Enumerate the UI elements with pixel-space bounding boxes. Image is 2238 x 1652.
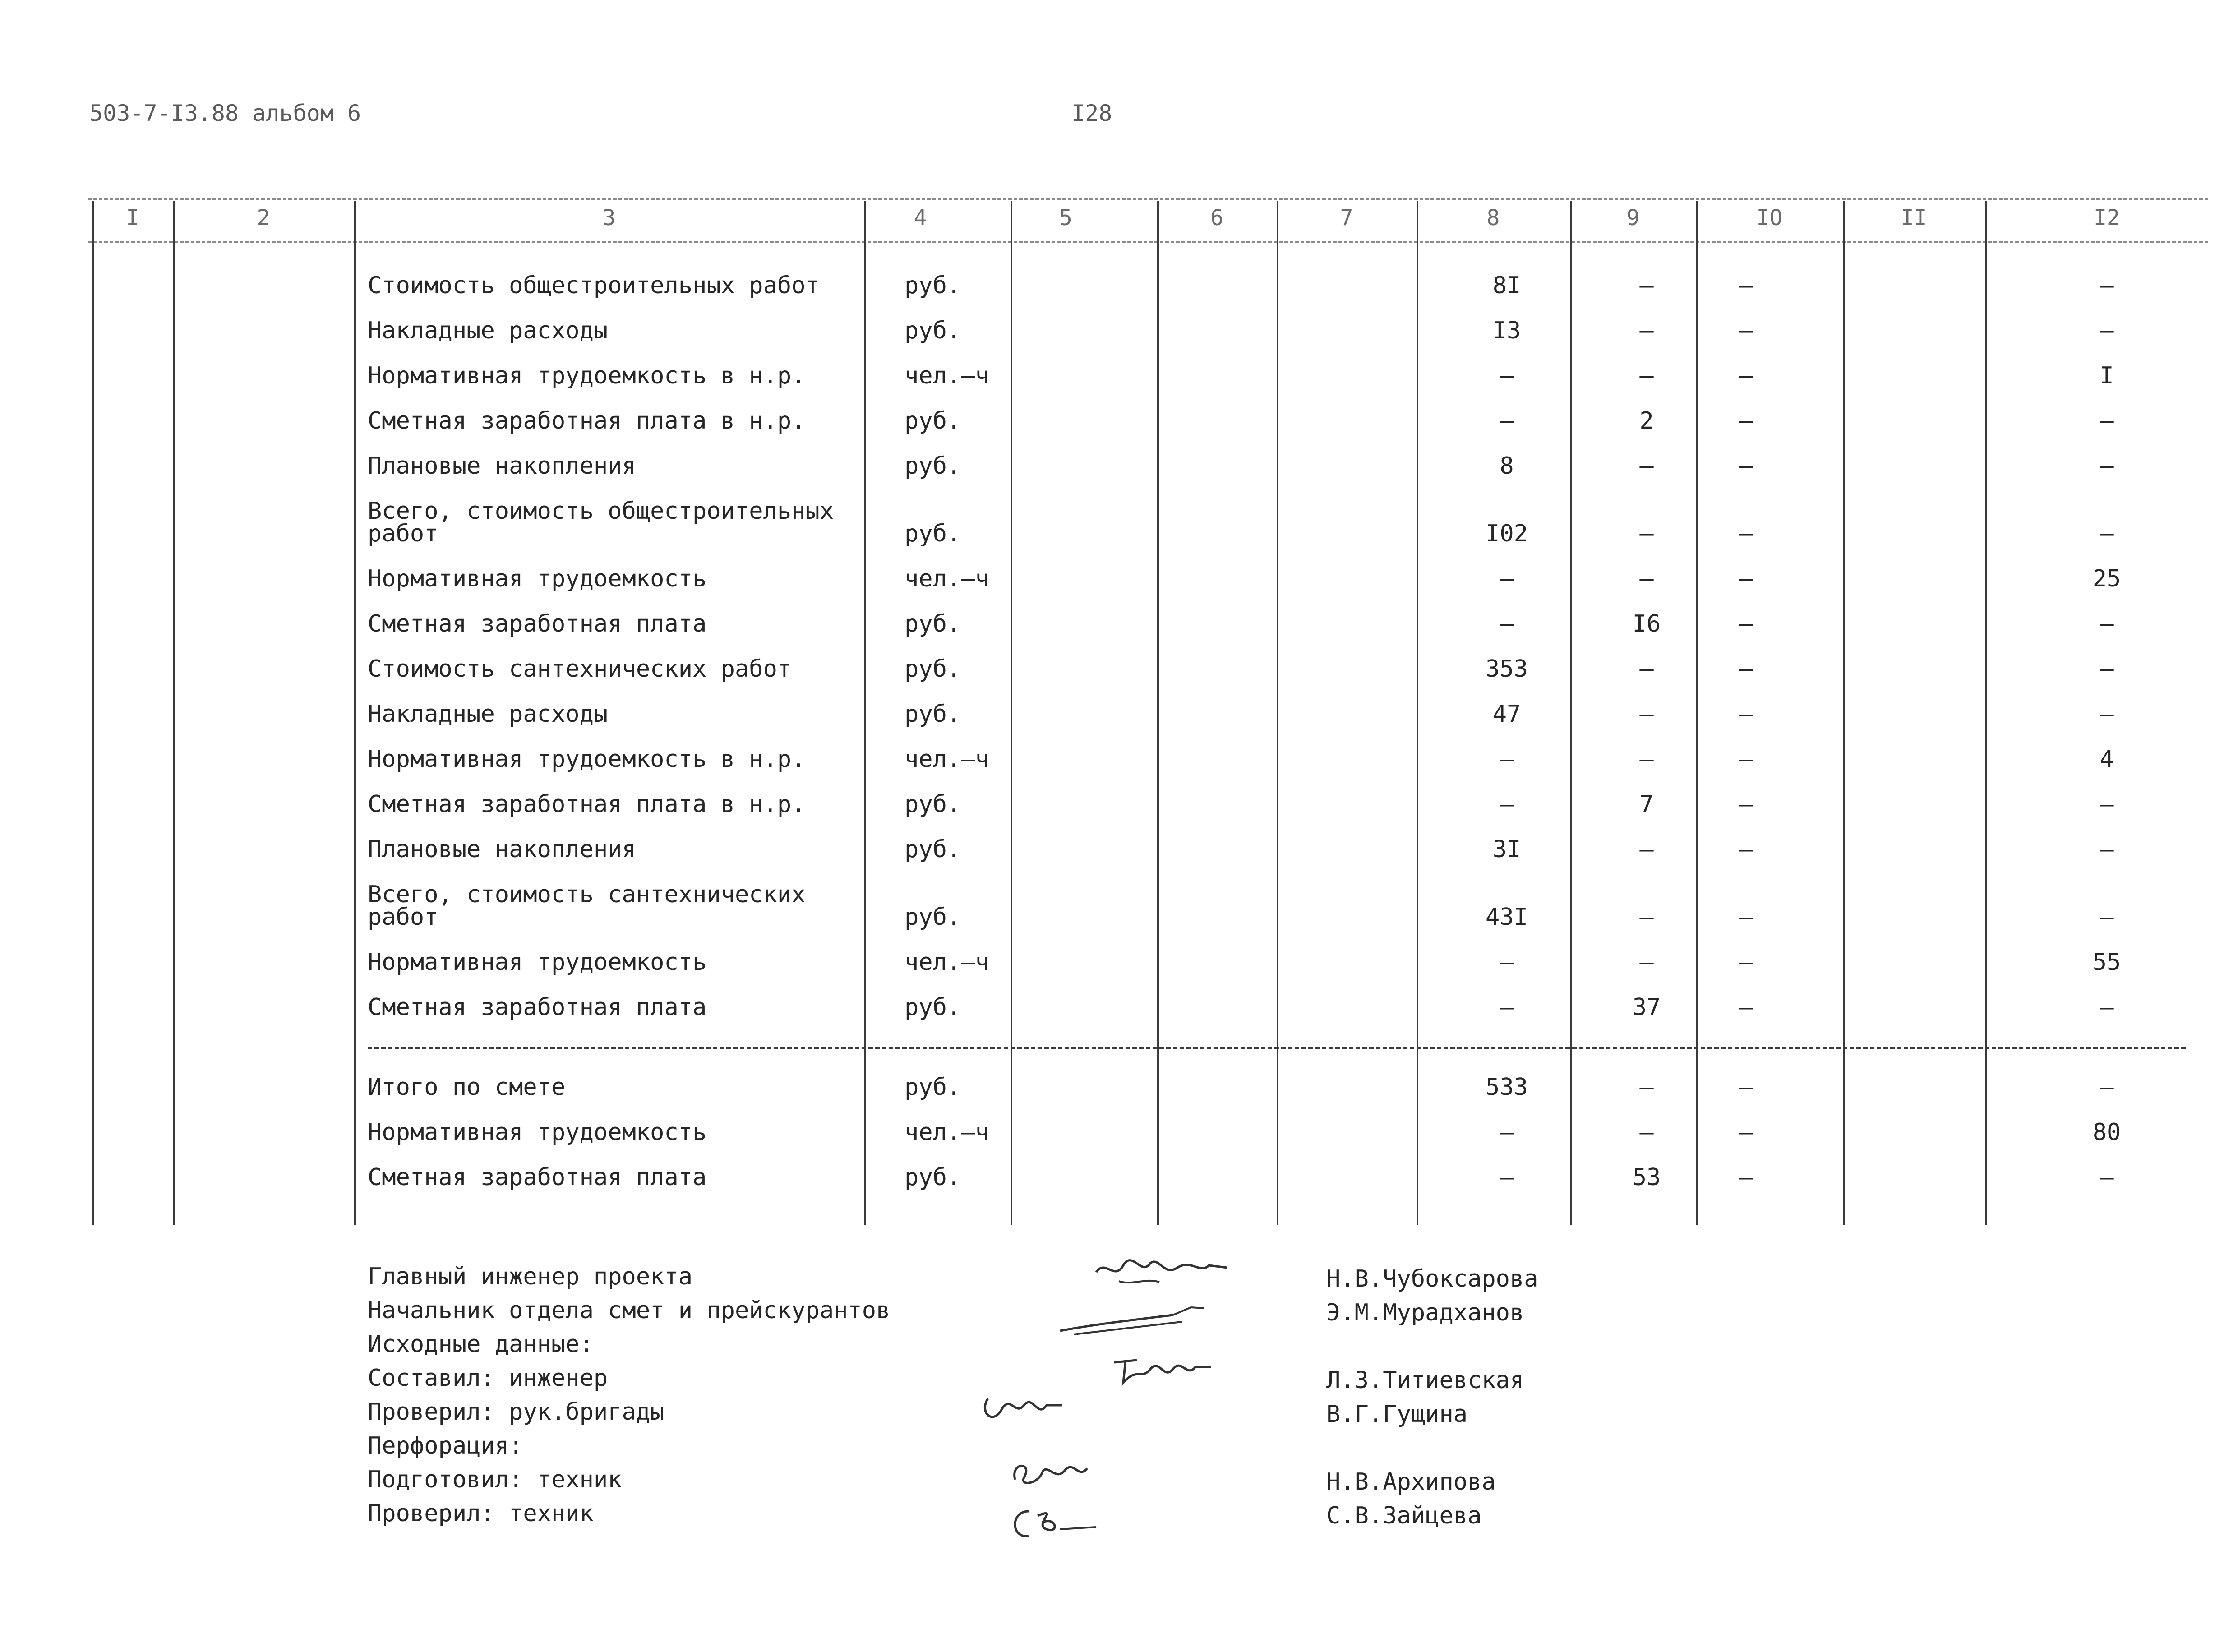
value-col10: – xyxy=(1739,701,1753,728)
row-unit: руб. xyxy=(904,655,961,683)
value-col8: 8 xyxy=(1500,452,1514,480)
value-col9: – xyxy=(1639,272,1654,299)
value-col9: – xyxy=(1639,452,1654,480)
value-col12: – xyxy=(2100,1164,2114,1191)
value-col8: 353 xyxy=(1486,655,1528,683)
value-col9: 37 xyxy=(1632,994,1661,1021)
row-unit: руб. xyxy=(904,610,961,637)
value-col10: – xyxy=(1739,746,1753,773)
role-source-data: Исходные данные: xyxy=(368,1331,594,1358)
column-line xyxy=(173,201,175,1225)
value-col10: – xyxy=(1739,949,1753,976)
value-col9: – xyxy=(1639,565,1654,592)
value-col9: 7 xyxy=(1639,791,1654,818)
row-unit: руб. xyxy=(904,994,961,1021)
value-col12: 55 xyxy=(2092,949,2121,976)
row-label: Накладные расходы xyxy=(368,701,608,728)
value-col9: 2 xyxy=(1639,407,1654,434)
value-col12: – xyxy=(2100,655,2114,683)
row-unit: чел.–ч xyxy=(904,746,989,773)
column-number: 6 xyxy=(1210,205,1223,231)
row-label: Плановые накопления xyxy=(368,836,636,863)
column-number: 4 xyxy=(914,205,927,231)
row-unit: чел.–ч xyxy=(904,565,989,592)
handwritten-signature xyxy=(1006,1453,1096,1493)
row-unit: чел.–ч xyxy=(904,949,989,976)
row-unit: чел.–ч xyxy=(904,1119,989,1146)
name-preparer: Н.В.Архипова xyxy=(1326,1468,1496,1495)
value-col10: – xyxy=(1739,1074,1753,1101)
row-unit: руб. xyxy=(904,791,961,818)
value-col8: – xyxy=(1500,362,1514,389)
value-col8: – xyxy=(1500,949,1514,976)
name-composer: Л.З.Титиевская xyxy=(1326,1367,1524,1394)
column-line xyxy=(1417,201,1418,1225)
value-col10: – xyxy=(1739,520,1753,547)
handwritten-signature xyxy=(979,1389,1069,1430)
value-col12: – xyxy=(2100,1074,2114,1101)
column-line xyxy=(1277,201,1278,1225)
column-line xyxy=(1011,201,1012,1225)
row-label: Всего, стоимость общестроительных работ xyxy=(368,498,834,547)
value-col8: – xyxy=(1500,746,1514,773)
column-line xyxy=(1696,201,1698,1225)
value-col10: – xyxy=(1739,317,1753,344)
row-unit: руб. xyxy=(904,1164,961,1191)
row-label: Сметная заработная плата xyxy=(368,1164,707,1191)
value-col9: – xyxy=(1639,904,1654,931)
value-col12: 25 xyxy=(2092,565,2121,592)
column-line xyxy=(92,201,94,1225)
value-col12: – xyxy=(2100,791,2114,818)
value-col8: – xyxy=(1500,565,1514,592)
value-col9: – xyxy=(1639,949,1654,976)
row-label: Нормативная трудоемкость xyxy=(368,949,707,976)
column-number: 2 xyxy=(257,205,270,231)
value-col9: – xyxy=(1639,362,1654,389)
row-unit: руб. xyxy=(904,836,961,863)
value-col12: – xyxy=(2100,701,2114,728)
row-unit: руб. xyxy=(904,317,961,344)
value-col10: – xyxy=(1739,1119,1753,1146)
column-line xyxy=(1985,201,1987,1225)
handwritten-signature xyxy=(1056,1299,1227,1340)
column-number: 8 xyxy=(1486,205,1500,231)
value-col8: – xyxy=(1500,1119,1514,1146)
column-number: IO xyxy=(1756,205,1783,231)
value-col8: – xyxy=(1500,407,1514,434)
column-number: 5 xyxy=(1059,205,1072,231)
value-col9: – xyxy=(1639,836,1654,863)
value-col12: – xyxy=(2100,836,2114,863)
row-label: Итого по смете xyxy=(368,1074,566,1101)
role-preparer: Подготовил: техник xyxy=(368,1466,622,1493)
value-col10: – xyxy=(1739,791,1753,818)
value-col12: – xyxy=(2100,407,2114,434)
handwritten-signature xyxy=(1092,1250,1241,1290)
value-col12: – xyxy=(2100,904,2114,931)
value-col8: 3I xyxy=(1492,836,1521,863)
value-col10: – xyxy=(1739,1164,1753,1191)
row-unit: руб. xyxy=(904,452,961,480)
header-bottom-rule xyxy=(88,241,2208,243)
row-label: Сметная заработная плата xyxy=(368,610,707,637)
value-col10: – xyxy=(1739,272,1753,299)
row-label: Сметная заработная плата в н.р. xyxy=(368,407,806,434)
value-col8: 43I xyxy=(1486,904,1528,931)
name-department-head: Э.М.Мурадханов xyxy=(1326,1299,1524,1326)
value-col9: – xyxy=(1639,1119,1654,1146)
row-label: Нормативная трудоемкость xyxy=(368,1119,707,1146)
value-col10: – xyxy=(1739,362,1753,389)
value-col10: – xyxy=(1739,655,1753,683)
value-col9: – xyxy=(1639,1074,1654,1101)
role-perforation: Перфорация: xyxy=(368,1432,523,1459)
column-number: 9 xyxy=(1626,205,1640,231)
row-unit: руб. xyxy=(904,272,961,299)
value-col12: 4 xyxy=(2100,746,2114,773)
row-label: Накладные расходы xyxy=(368,317,608,344)
row-unit: руб. xyxy=(904,701,961,728)
value-col9: – xyxy=(1639,746,1654,773)
row-label: Сметная заработная плата xyxy=(368,994,707,1021)
value-col12: – xyxy=(2100,994,2114,1021)
role-department-head: Начальник отдела смет и прейскурантов xyxy=(368,1297,891,1324)
table-top-rule xyxy=(88,198,2208,200)
value-col8: 8I xyxy=(1492,272,1521,299)
value-col8: – xyxy=(1500,1164,1514,1191)
value-col8: I3 xyxy=(1492,317,1521,344)
value-col10: – xyxy=(1739,904,1753,931)
row-unit: руб. xyxy=(904,1074,961,1101)
value-col9: – xyxy=(1639,701,1654,728)
role-chief-engineer: Главный инженер проекта xyxy=(368,1263,693,1290)
value-col8: I02 xyxy=(1486,520,1528,547)
value-col8: – xyxy=(1500,791,1514,818)
page-number: I28 xyxy=(1071,100,1112,126)
row-label: Нормативная трудоемкость в н.р. xyxy=(368,362,806,389)
value-col9: – xyxy=(1639,520,1654,547)
value-col8: – xyxy=(1500,994,1514,1021)
row-label: Плановые накопления xyxy=(368,452,636,480)
value-col9: 53 xyxy=(1632,1164,1661,1191)
row-unit: чел.–ч xyxy=(904,362,989,389)
row-label: Нормативная трудоемкость в н.р. xyxy=(368,746,806,773)
column-number: I2 xyxy=(2094,205,2120,231)
row-unit: руб. xyxy=(904,520,961,547)
column-number: I xyxy=(126,205,139,231)
value-col10: – xyxy=(1739,610,1753,637)
value-col8: 533 xyxy=(1486,1074,1528,1101)
value-col8: – xyxy=(1500,610,1514,637)
row-label: Всего, стоимость сантехнических работ xyxy=(368,881,806,931)
row-unit: руб. xyxy=(904,407,961,434)
column-line xyxy=(1843,201,1845,1225)
role-technician-checker: Проверил: техник xyxy=(368,1500,594,1527)
role-team-lead-checker: Проверил: рук.бригады xyxy=(368,1398,664,1426)
row-label: Стоимость сантехнических работ xyxy=(368,655,792,683)
role-composer: Составил: инженер xyxy=(368,1365,608,1392)
value-col12: – xyxy=(2100,452,2114,480)
column-number: 3 xyxy=(602,205,616,231)
value-col12: – xyxy=(2100,520,2114,547)
column-number: II xyxy=(1901,205,1927,231)
value-col10: – xyxy=(1739,994,1753,1021)
value-col12: – xyxy=(2100,272,2114,299)
handwritten-signature xyxy=(1006,1498,1114,1547)
column-line xyxy=(1157,201,1159,1225)
value-col9: I6 xyxy=(1632,610,1661,637)
name-chief-engineer: Н.В.Чубоксарова xyxy=(1326,1265,1538,1292)
handwritten-signature xyxy=(1110,1349,1218,1389)
value-col8: 47 xyxy=(1492,701,1521,728)
value-col9: – xyxy=(1639,317,1654,344)
column-line xyxy=(354,201,356,1225)
row-label: Нормативная трудоемкость xyxy=(368,565,707,592)
column-line xyxy=(864,201,866,1225)
column-number: 7 xyxy=(1340,205,1353,231)
value-col12: – xyxy=(2100,317,2114,344)
document-code: 503-7-I3.88 альбом 6 xyxy=(89,100,361,126)
value-col12: – xyxy=(2100,610,2114,637)
row-label: Стоимость общестроительных работ xyxy=(368,272,820,299)
name-technician-checker: С.В.Зайцева xyxy=(1326,1502,1482,1529)
column-line xyxy=(1570,201,1572,1225)
value-col10: – xyxy=(1739,836,1753,863)
value-col10: – xyxy=(1739,407,1753,434)
value-col9: – xyxy=(1639,655,1654,683)
row-unit: руб. xyxy=(904,904,961,931)
value-col12: 80 xyxy=(2092,1119,2121,1146)
value-col12: I xyxy=(2100,362,2114,389)
value-col10: – xyxy=(1739,452,1753,480)
name-team-lead-checker: В.Г.Гущина xyxy=(1326,1401,1468,1428)
value-col10: – xyxy=(1739,565,1753,592)
row-label: Сметная заработная плата в н.р. xyxy=(368,791,806,818)
